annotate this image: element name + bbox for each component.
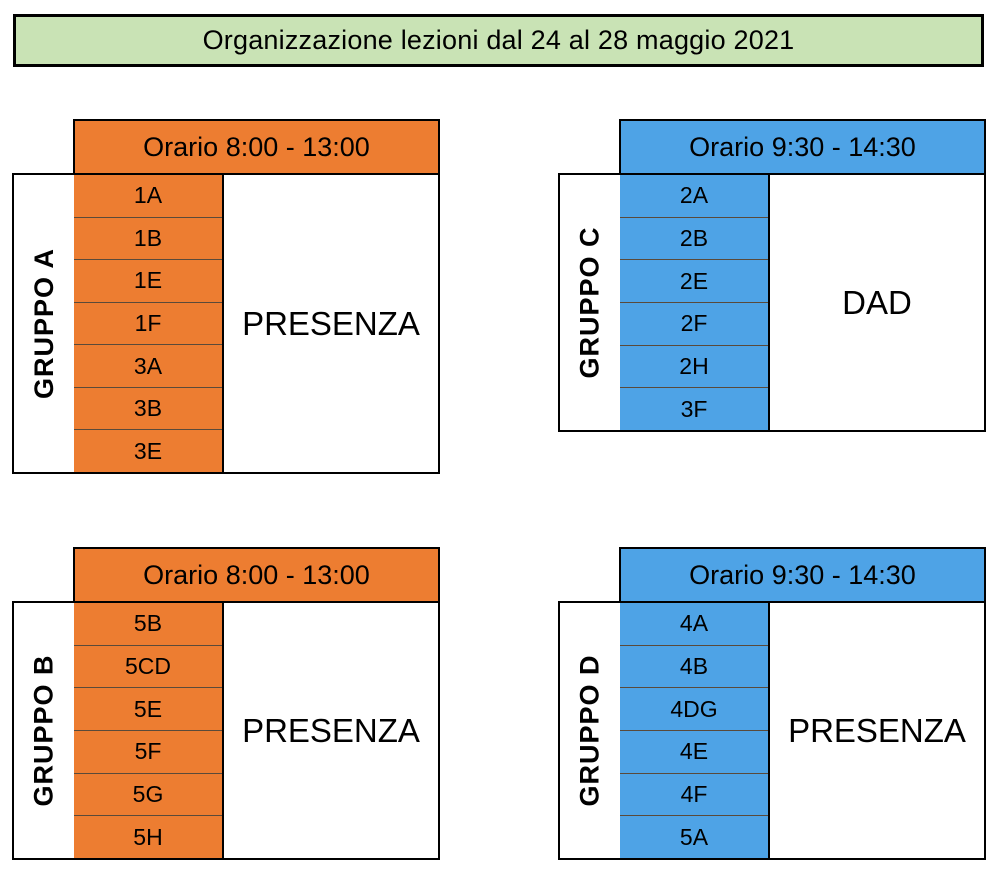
class-cell: 5H (133, 823, 163, 850)
page-title: Organizzazione lezioni dal 24 al 28 maggio 2021 (13, 14, 984, 67)
group-b-table (12, 601, 440, 860)
group-d-label-cell (560, 603, 622, 858)
group-c-table (558, 173, 986, 432)
class-cell: 2H (620, 346, 768, 389)
schedule-header-group-d: Orario 9:30 - 14:30 (619, 547, 986, 603)
class-cell: 5CD (74, 646, 222, 689)
class-cell: 4F (620, 774, 768, 817)
schedule-header-group-b: Orario 8:00 - 13:00 (73, 547, 440, 603)
schedule-header-group-c: Orario 9:30 - 14:30 (619, 119, 986, 175)
class-cell: 1E (74, 260, 222, 303)
class-cell: 1F (74, 303, 222, 346)
group-a-table (12, 173, 440, 474)
group-c-class-list (620, 175, 770, 430)
group-c-mode: DAD (842, 284, 912, 321)
class-cell: 4B (620, 646, 768, 689)
class-cell: 3A (74, 345, 222, 388)
class-cell: 3E (133, 437, 163, 464)
class-cell: 3B (74, 388, 222, 431)
group-b-class-list (74, 603, 224, 858)
group-a-label-cell (14, 175, 76, 472)
class-cell: 3F (680, 395, 708, 422)
class-cell: 2F (620, 303, 768, 346)
group-b-label-cell (14, 603, 76, 858)
group-d-class-list (620, 603, 770, 858)
group-c-label-cell (560, 175, 622, 430)
schedule-header-group-a: Orario 8:00 - 13:00 (73, 119, 440, 175)
class-cell: 5G (74, 774, 222, 817)
group-a-mode: PRESENZA (242, 304, 420, 342)
group-d-table (558, 601, 986, 860)
class-cell: 2B (620, 218, 768, 261)
class-cell: 5F (74, 731, 222, 774)
class-cell: 5E (74, 688, 222, 731)
class-cell: 2A (620, 175, 768, 218)
class-cell: 5A (679, 823, 709, 850)
class-cell: 4A (620, 603, 768, 646)
class-cell: 2E (620, 260, 768, 303)
group-b-label: GRUPPO B (28, 654, 59, 807)
group-d-label: GRUPPO D (574, 654, 605, 807)
group-c-label: GRUPPO C (574, 226, 605, 379)
class-cell: 1A (74, 175, 222, 218)
class-cell: 4E (620, 731, 768, 774)
class-cell: 5B (74, 603, 222, 646)
group-d-mode: PRESENZA (788, 711, 966, 749)
group-a-label: GRUPPO A (28, 247, 59, 400)
class-cell: 4DG (620, 688, 768, 731)
group-a-class-list (74, 175, 224, 472)
group-b-mode: PRESENZA (242, 711, 420, 749)
class-cell: 1B (74, 218, 222, 261)
